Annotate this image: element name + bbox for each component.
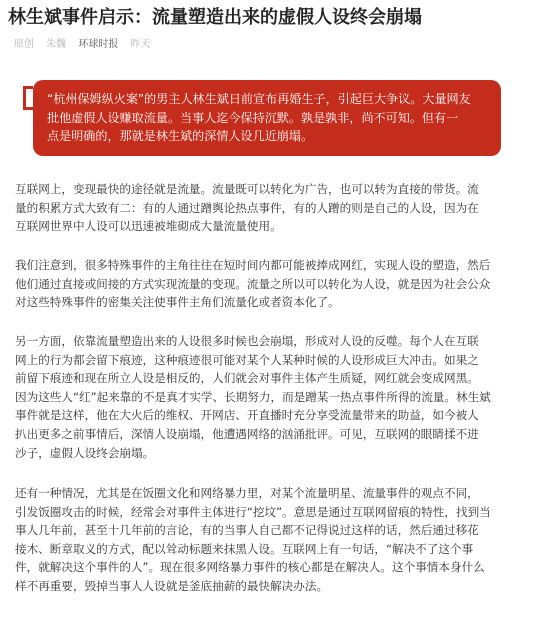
original-badge: 原创 <box>14 39 34 50</box>
source-name[interactable]: 环球时报 <box>78 39 119 50</box>
paragraph-4 <box>15 484 545 596</box>
paragraph-1 <box>15 180 545 236</box>
paragraph-line: 因为这些人“红”起来靠的不是真才实学、长期努力，而是蹭某一热点事件所得的流量。林生斌 <box>15 389 491 404</box>
paragraph-line: 我们注意到，很多特殊事件的主角往往在短时间内都可能被捧成网红，实现人设的塑造，然后 <box>15 258 491 272</box>
paragraph-line: 对这些特殊事件的密集关注使事件主角们流量化或者资本化了。 <box>15 295 340 310</box>
publish-time: 昨天 <box>130 39 151 50</box>
paragraph-line: 样不再重要，毁掉当事人人设就是釜底抽薪的最快解决办法。 <box>15 578 329 593</box>
quote-line: 点是明确的，那就是林生斌的深情人设几近崩塌。 <box>47 129 314 143</box>
paragraph-line: 量的积累方式大致有二：有的人通过蹭舆论热点事件，有的人蹭的则是自己的人设，因为在 <box>15 200 479 215</box>
summary-quote-box <box>33 80 501 156</box>
paragraph-line: 事件就是这样，他在大火后的维权、开网店、开直播时充分享受流量带来的助益，如今被人 <box>15 408 479 423</box>
paragraph-line: 事人几年前，甚至十几年前的言论，有的当事人自己都不记得说过这样的话，然后通过移花 <box>15 523 479 538</box>
quote-line: 批他虚假人设赚取流量。当事人迄今保持沉默。孰是孰非，尚不可知。但有一 <box>47 110 459 125</box>
paragraph-line: 互联网上，变现最快的途径就是流量。流量既可以转化为广告，也可以转为直接的带货。流 <box>15 182 479 196</box>
paragraph-line: 接木、断章取义的方式，配以耸动标题来抹黑人设。互联网上有一句话，“解决不了这个事 <box>15 541 474 556</box>
paragraph-line: 前留下痕迹和现在所立人设是相反的，人们就会对事件主体产生质疑，网红就会变成网黑。 <box>15 371 479 386</box>
paragraph-line: 他们通过直接或间接的方式实现流量的变现。流量之所以可以转化为人设，就是因为社会公众 <box>15 276 491 291</box>
author-name[interactable]: 朱魏 <box>46 39 67 50</box>
paragraph-line: 沙子，虚假人设终会崩塌。 <box>15 445 155 460</box>
paragraph-line: 件，就解决这个事件的人”。现在很多网络暴力事件的核心都是在解决人。这个事情本身什么 <box>15 560 485 575</box>
article-meta <box>14 38 160 52</box>
quote-line: “杭州保姆纵火案”的男主人林生斌日前宣布再婚生子，引起巨大争议。大量网友 <box>47 92 471 106</box>
quote-marker-icon <box>23 86 33 110</box>
paragraph-line: 网上的行为都会留下痕迹，这种痕迹很可能对某个人某种时候的人设形成巨大冲击。如果之 <box>15 352 479 367</box>
paragraph-3 <box>15 332 545 462</box>
paragraph-line: 扒出更多之前事情后，深情人设崩塌，他遭遇网络的汹涌批评。可见，互联网的眼睛揉不进 <box>15 426 479 441</box>
paragraph-line: 引发饭圈攻击的时候，经常会对事件主体进行“挖坟”。意思是通过互联网留痕的特性，找到当 <box>15 504 491 519</box>
paragraph-line: 另一方面，依靠流量塑造出来的人设很多时候也会崩塌，形成对人设的反噬。每个人在互联 <box>15 334 479 348</box>
article-title: 林生斌事件启示：流量塑造出来的虚假人设终会崩塌 <box>8 7 422 28</box>
paragraph-line: 互联网世界中人设可以迅速被堆砌成大量流量使用。 <box>15 219 282 234</box>
paragraph-2 <box>15 256 545 312</box>
paragraph-line: 还有一种情况，尤其是在饭圈文化和网络暴力里，对某个流量明星、流量事件的观点不同， <box>15 486 479 500</box>
summary-quote <box>33 80 501 156</box>
